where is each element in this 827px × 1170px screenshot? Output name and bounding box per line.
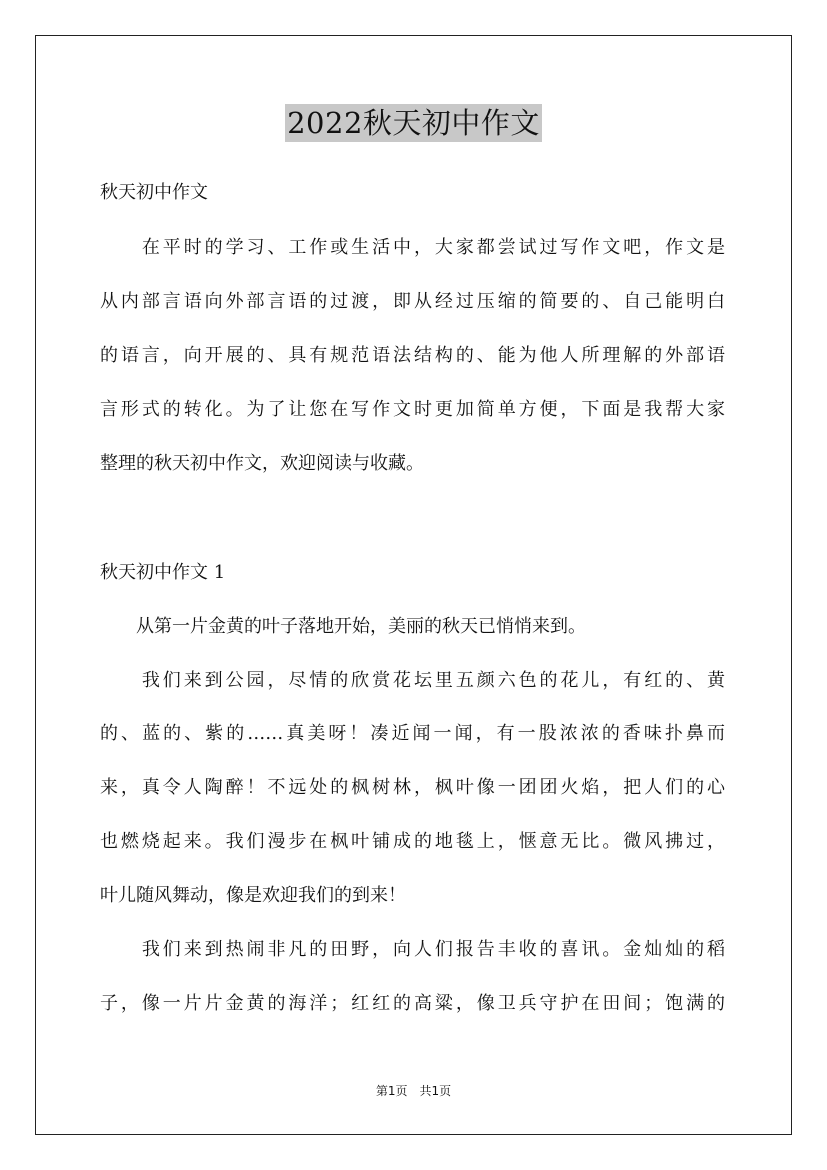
intro-line: 言形式的转化。为了让您在写作文时更加简单方便，下面是我帮大家 — [100, 399, 725, 420]
essay-line: 从第一片金黄的叶子落地开始，美丽的秋天已悄悄来到。 — [100, 616, 586, 637]
essay-line: 来，真令人陶醉！不远处的枫树林，枫叶像一团团火焰，把人们的心 — [100, 777, 725, 798]
intro-line: 从内部言语向外部言语的过渡，即从经过压缩的简要的、自己能明白 — [100, 291, 725, 312]
document-subtitle: 秋天初中作文 — [100, 182, 208, 203]
page-footer: 第1页 共1页 — [375, 1084, 452, 1098]
document-title: 2022秋天初中作文 — [287, 106, 540, 140]
title-container — [0, 104, 827, 142]
section-heading: 秋天初中作文 1 — [100, 562, 226, 583]
essay-line: 子，像一片片金黄的海洋；红红的高粱，像卫兵守护在田间；饱满的 — [100, 993, 725, 1014]
intro-line: 在平时的学习、工作或生活中，大家都尝试过写作文吧，作文是 — [100, 237, 725, 258]
intro-line: 整理的秋天初中作文，欢迎阅读与收藏。 — [100, 453, 424, 474]
essay-line: 叶儿随风舞动，像是欢迎我们的到来！ — [100, 885, 406, 906]
intro-line: 的语言，向开展的、具有规范语法结构的、能为他人所理解的外部语 — [100, 345, 725, 366]
essay-line: 我们来到公园，尽情的欣赏花坛里五颜六色的花儿，有红的、黄 — [100, 670, 725, 691]
essay-line: 的、蓝的、紫的……真美呀！凑近闻一闻，有一股浓浓的香味扑鼻而 — [100, 723, 725, 744]
essay-line: 也燃烧起来。我们漫步在枫叶铺成的地毯上，惬意无比。微风拂过， — [100, 831, 725, 852]
essay-line: 我们来到热闹非凡的田野，向人们报告丰收的喜讯。金灿灿的稻 — [100, 939, 725, 960]
